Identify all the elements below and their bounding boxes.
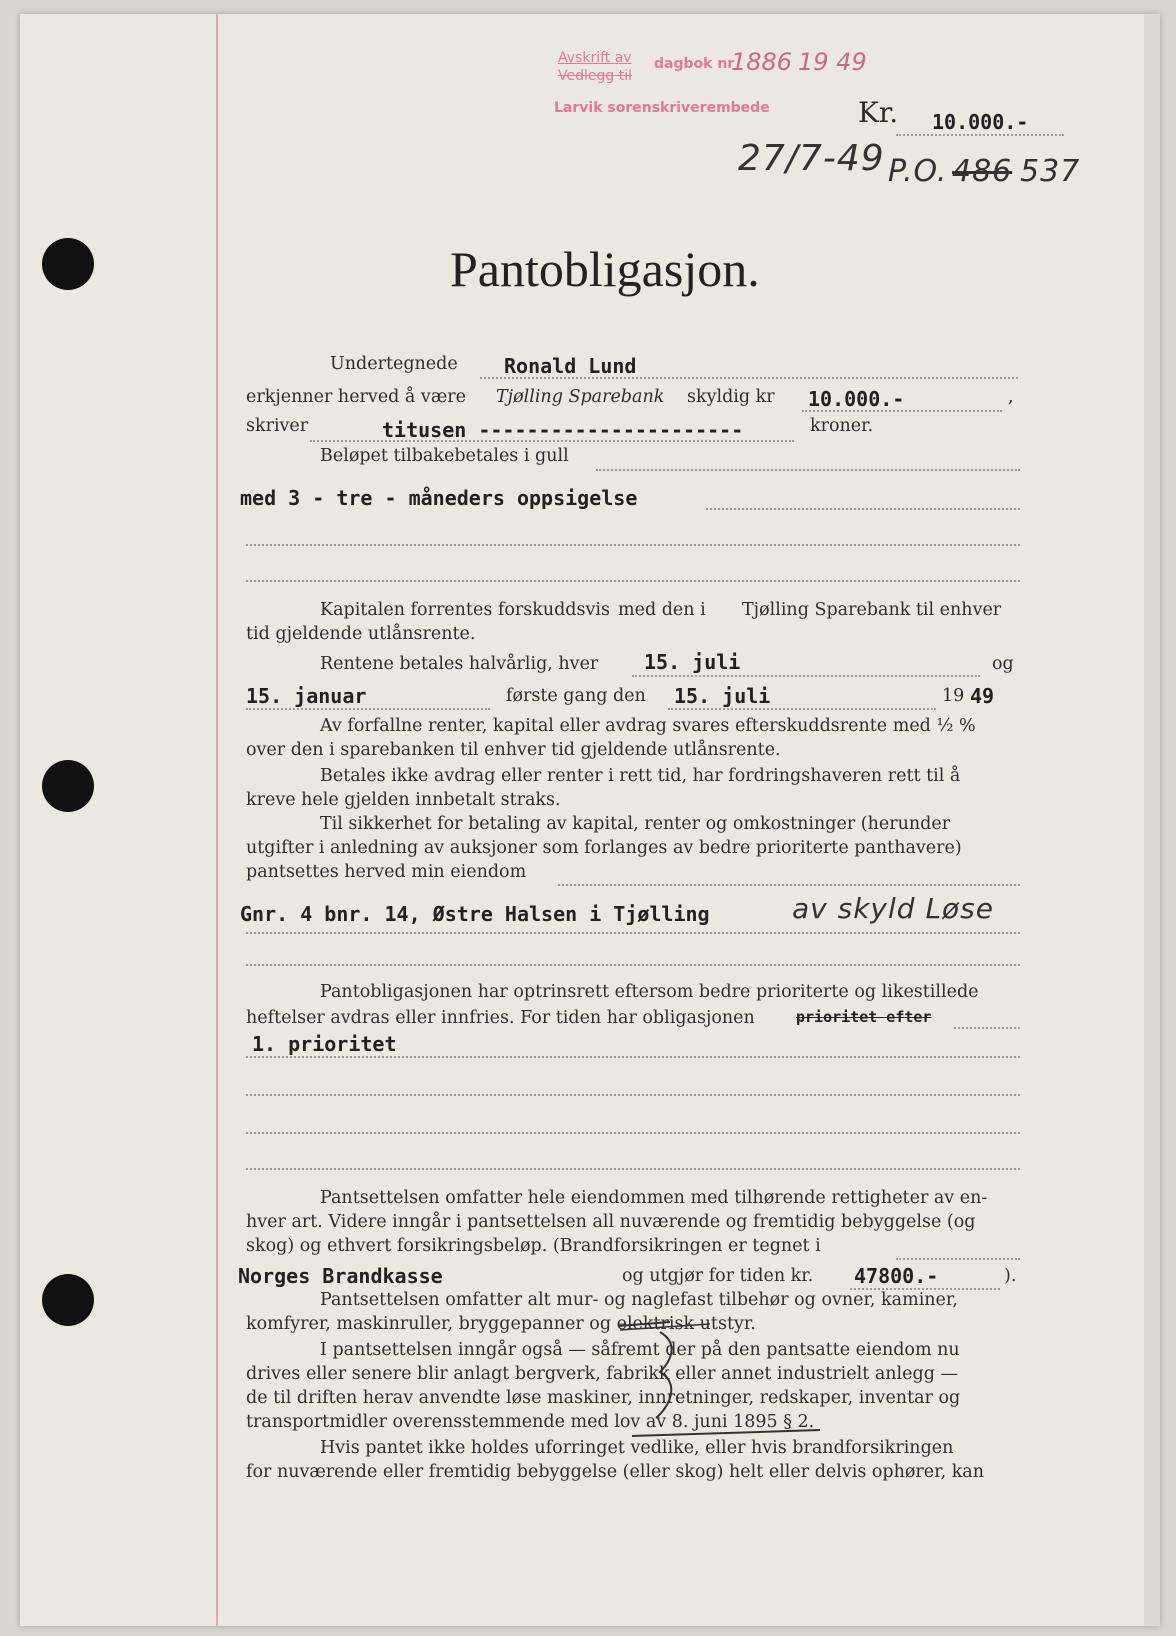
og-text: og — [992, 654, 1014, 674]
interest-line1-a: Kapitalen forrentes forskuddsvis — [320, 600, 610, 620]
po-number: 537 — [1020, 154, 1081, 189]
debtor-name: Ronald Lund — [504, 354, 637, 378]
po-struck-number: 486 — [952, 154, 1013, 189]
insurer-name: Norges Brandkasse — [238, 1264, 443, 1288]
pen-marks — [20, 14, 1160, 1626]
security-line2: utgifter i anledning av auksjoner som forlanges av bedre prioriterte panthavere) — [246, 838, 962, 858]
pledge-line10: transportmidler overensstemmende med lov av 8. juni 1895 § 2. — [246, 1412, 815, 1432]
interest-line1-b: med den i — [618, 600, 706, 620]
pledge-line7: I pantsettelsen inngår også — såfremt der på den pantsatte eiendom nu — [320, 1340, 960, 1360]
priority-line2: heftelser avdras eller innfries. For tiden har obligasjonen — [246, 1008, 755, 1028]
pledge-line2: hver art. Videre inngår i pantsettelsen all nuværende og fremtidig bebyggelse (og — [246, 1212, 976, 1232]
stamp-dagbok-year: 19 49 — [798, 48, 867, 76]
comma: , — [1008, 387, 1014, 407]
default-line2: kreve hele gjelden innbetalt straks. — [246, 790, 561, 810]
pledge-line1: Pantsettelsen omfatter hele eiendommen med tilhørende rettigheter av en- — [320, 1188, 988, 1208]
forste-gang-label: første gang den — [506, 686, 646, 706]
document-title: Pantobligasjon. — [450, 241, 760, 297]
stamp-line-2: Vedlegg til — [558, 68, 632, 84]
property-description: Gnr. 4 bnr. 14, Østre Halsen i Tjølling — [240, 902, 710, 926]
year-suffix: 49 — [970, 684, 995, 708]
skriver-label: skriver — [246, 416, 309, 436]
erkjenner-text: erkjenner herved å være — [246, 387, 466, 407]
pledge-line6: komfyrer, maskinruller, bryggepanner og elektrisk utstyr. — [246, 1314, 756, 1334]
document-page — [20, 14, 1160, 1626]
amount-in-words: titusen ---------------------- — [382, 418, 744, 442]
insured-amount-label: og utgjør for tiden kr. — [622, 1266, 814, 1286]
pledge-line8: drives eller senere blir anlagt bergverk, fabrikk eller annet industrielt anlegg — — [246, 1364, 958, 1384]
interest-line2: tid gjeldende utlånsrente. — [246, 624, 476, 644]
repayment-terms: med 3 - tre - måneders oppsigelse — [240, 486, 638, 510]
pledge-line11: Hvis pantet ikke holdes uforringet vedlike, eller hvis brandforsikringen — [320, 1438, 954, 1458]
priority-line1: Pantobligasjonen har optrinsrett eftersom bedre prioriterte og likestillede — [320, 982, 979, 1002]
priority-value: 1. prioritet — [252, 1032, 397, 1056]
default-line1: Betales ikke avdrag eller renter i rett tid, har fordringshaveren rett til å — [320, 766, 961, 786]
pledge-line12: for nuværende eller fremtidig bebyggelse (eller skog) helt eller delvis ophører, kan — [246, 1462, 985, 1482]
creditor-name: Tjølling Sparebank — [496, 387, 665, 407]
priority-struck-text: prioritet efter — [796, 1008, 932, 1026]
penalty-interest-line2: over den i sparebanken til enhver tid gjeldende utlånsrente. — [246, 740, 781, 760]
security-line1: Til sikkerhet for betaling av kapital, renter og omkostninger (herunder — [320, 814, 951, 834]
debt-amount: 10.000.- — [808, 387, 905, 411]
first-payment-date: 15. juli — [674, 684, 771, 708]
security-line3: pantsettes herved min eiendom — [246, 862, 527, 882]
handwritten-date: 27/7-49 — [738, 138, 885, 179]
kr-label: Kr. — [858, 96, 899, 129]
interest-date-1: 15. juli — [644, 650, 741, 674]
pledge-line9: de til driften herav anvendte løse maskiner, innretninger, redskaper, inventar og — [246, 1388, 961, 1408]
rentene-label: Rentene betales halvårlig, hver — [320, 654, 599, 674]
penalty-interest-line1: Av forfallne renter, kapital eller avdrag svares efterskuddsrente med ½ % — [320, 716, 976, 736]
close-paren: ). — [1004, 1266, 1017, 1286]
property-handwritten-note: av skyld Løse — [792, 892, 994, 925]
stamp-dagbok-number: 1886 — [731, 48, 793, 76]
header-amount: 10.000.- — [932, 110, 1029, 134]
kroner-label: kroner. — [810, 416, 874, 436]
pledge-line3: skog) og ethvert forsikringsbeløp. (Brandforsikringen er tegnet i — [246, 1236, 821, 1256]
repayment-label: Beløpet tilbakebetales i gull — [320, 446, 569, 466]
stamp-office: Larvik sorenskriverembede — [554, 100, 770, 116]
interest-line1-c: Tjølling Sparebank til enhver — [742, 600, 1002, 620]
undertegnede-label: Undertegnede — [330, 354, 458, 374]
interest-date-2: 15. januar — [246, 684, 367, 708]
skyldig-text: skyldig kr — [687, 387, 775, 407]
stamp-line-1: Avskrift av — [558, 50, 632, 66]
stamp-dagbok-label: dagbok nr — [654, 56, 735, 72]
insured-amount: 47800.- — [854, 1264, 939, 1288]
po-label: P.O. — [888, 154, 948, 189]
year-prefix: 19 — [942, 686, 965, 706]
pledge-line5: Pantsettelsen omfatter alt mur- og naglefast tilbehør og ovner, kaminer, — [320, 1290, 958, 1310]
